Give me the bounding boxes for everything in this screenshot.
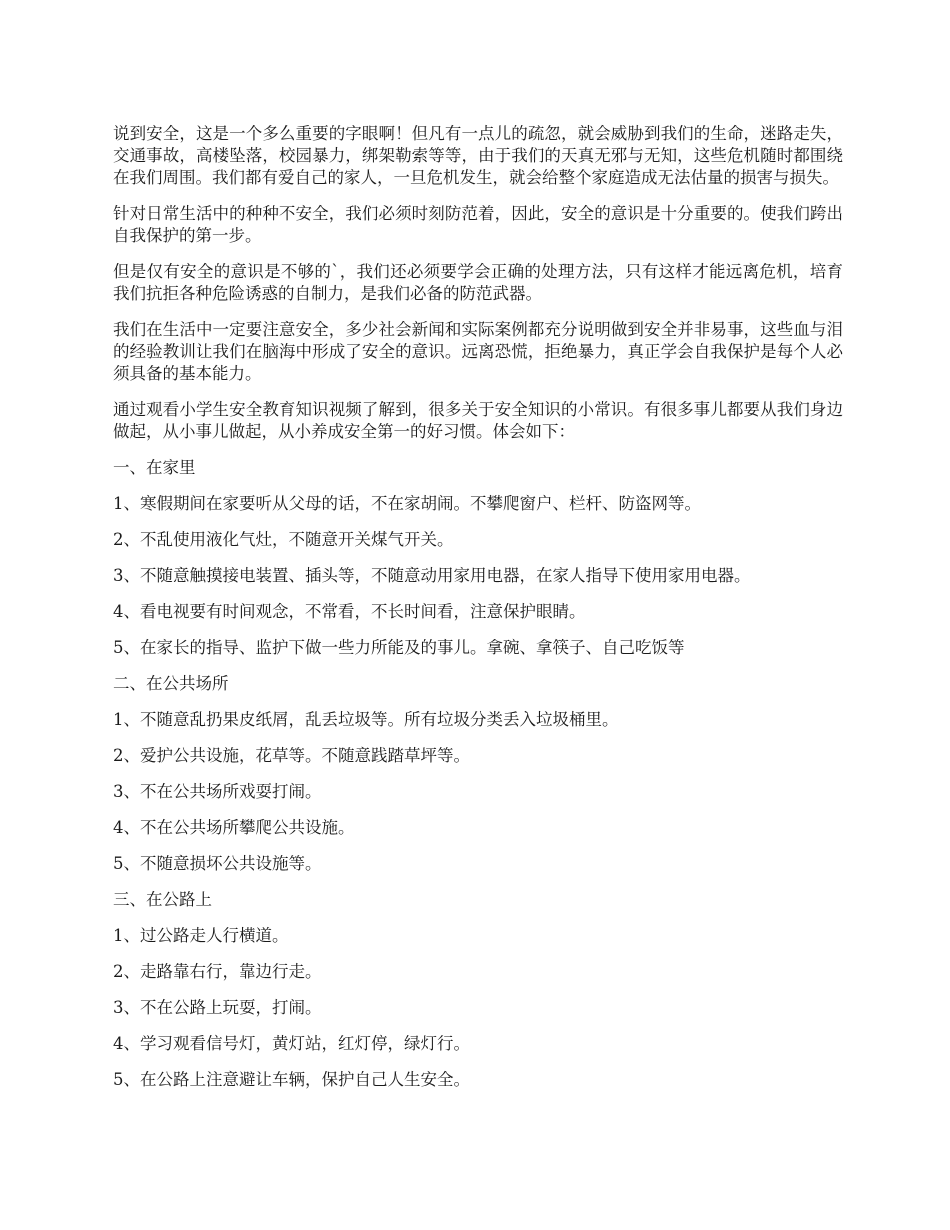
list-item: 4、看电视要有时间观念，不常看，不长时间看，注意保护眼睛。 (113, 602, 586, 621)
list-item: 1、不随意乱扔果皮纸屑，乱丢垃圾等。所有垃圾分类丢入垃圾桶里。 (113, 710, 619, 729)
list-item: 2、爱护公共设施，花草等。不随意践踏草坪等。 (113, 746, 470, 765)
list-item: 3、不在公共场所戏耍打闹。 (113, 782, 322, 801)
list-item: 2、不乱使用液化气灶，不随意开关煤气开关。 (113, 530, 454, 549)
list-item: 5、在家长的指导、监护下做一些力所能及的事儿。拿碗、拿筷子、自己吃饭等 (113, 638, 685, 657)
list-item: 4、学习观看信号灯，黄灯站，红灯停，绿灯行。 (113, 1034, 470, 1053)
document-body (113, 123, 843, 1105)
list-item: 2、走路靠右行，靠边行走。 (113, 962, 322, 981)
list-item: 3、不在公路上玩耍，打闹。 (113, 998, 322, 1017)
paragraph-lessons: 我们在生活中一定要注意安全，多少社会新闻和实际案例都充分说明做到安全并非易事，这些血与泪的经验教训让我们在脑海中形成了安全的意识。远离恐慌，拒绝暴力，真正学会自我保护是每个人必须具备的基本能力。 (113, 320, 843, 383)
list-item: 5、在公路上注意避让车辆，保护自己人生安全。 (113, 1070, 470, 1089)
list-item: 4、不在公共场所攀爬公共设施。 (113, 818, 355, 837)
paragraph-intro: 说到安全，这是一个多么重要的字眼啊！但凡有一点儿的疏忽，就会威胁到我们的生命，迷路走失，交通事故，高楼坠落，校园暴力，绑架勒索等等，由于我们的天真无邪与无知，这些危机随时都围绕在我们周围。我们都有爱自己的家人，一旦危机发生，就会给整个家庭造成无法估量的损害与损失。 (113, 124, 843, 187)
list-item: 1、过公路走人行横道。 (113, 926, 289, 945)
section-heading-home: 一、在家里 (113, 458, 196, 477)
list-item: 5、不随意损坏公共设施等。 (113, 854, 322, 873)
paragraph-awareness: 针对日常生活中的种种不安全，我们必须时刻防范着，因此，安全的意识是十分重要的。使我们跨出自我保护的第一步。 (113, 204, 843, 245)
section-heading-public: 二、在公共场所 (113, 674, 229, 693)
paragraph-methods: 但是仅有安全的意识是不够的`，我们还必须要学会正确的处理方法，只有这样才能远离危机，培育我们抗拒各种危险诱惑的自制力，是我们必备的防范武器。 (113, 262, 843, 303)
paragraph-video: 通过观看小学生安全教育知识视频了解到，很多关于安全知识的小常识。有很多事儿都要从我们身边做起，从小事儿做起，从小养成安全第一的好习惯。体会如下： (113, 400, 843, 441)
list-item: 1、寒假期间在家要听从父母的话，不在家胡闹。不攀爬窗户、栏杆、防盗网等。 (113, 494, 701, 513)
section-heading-road: 三、在公路上 (113, 890, 212, 909)
list-item: 3、不随意触摸接电装置、插头等，不随意动用家用电器，在家人指导下使用家用电器。 (113, 566, 751, 585)
